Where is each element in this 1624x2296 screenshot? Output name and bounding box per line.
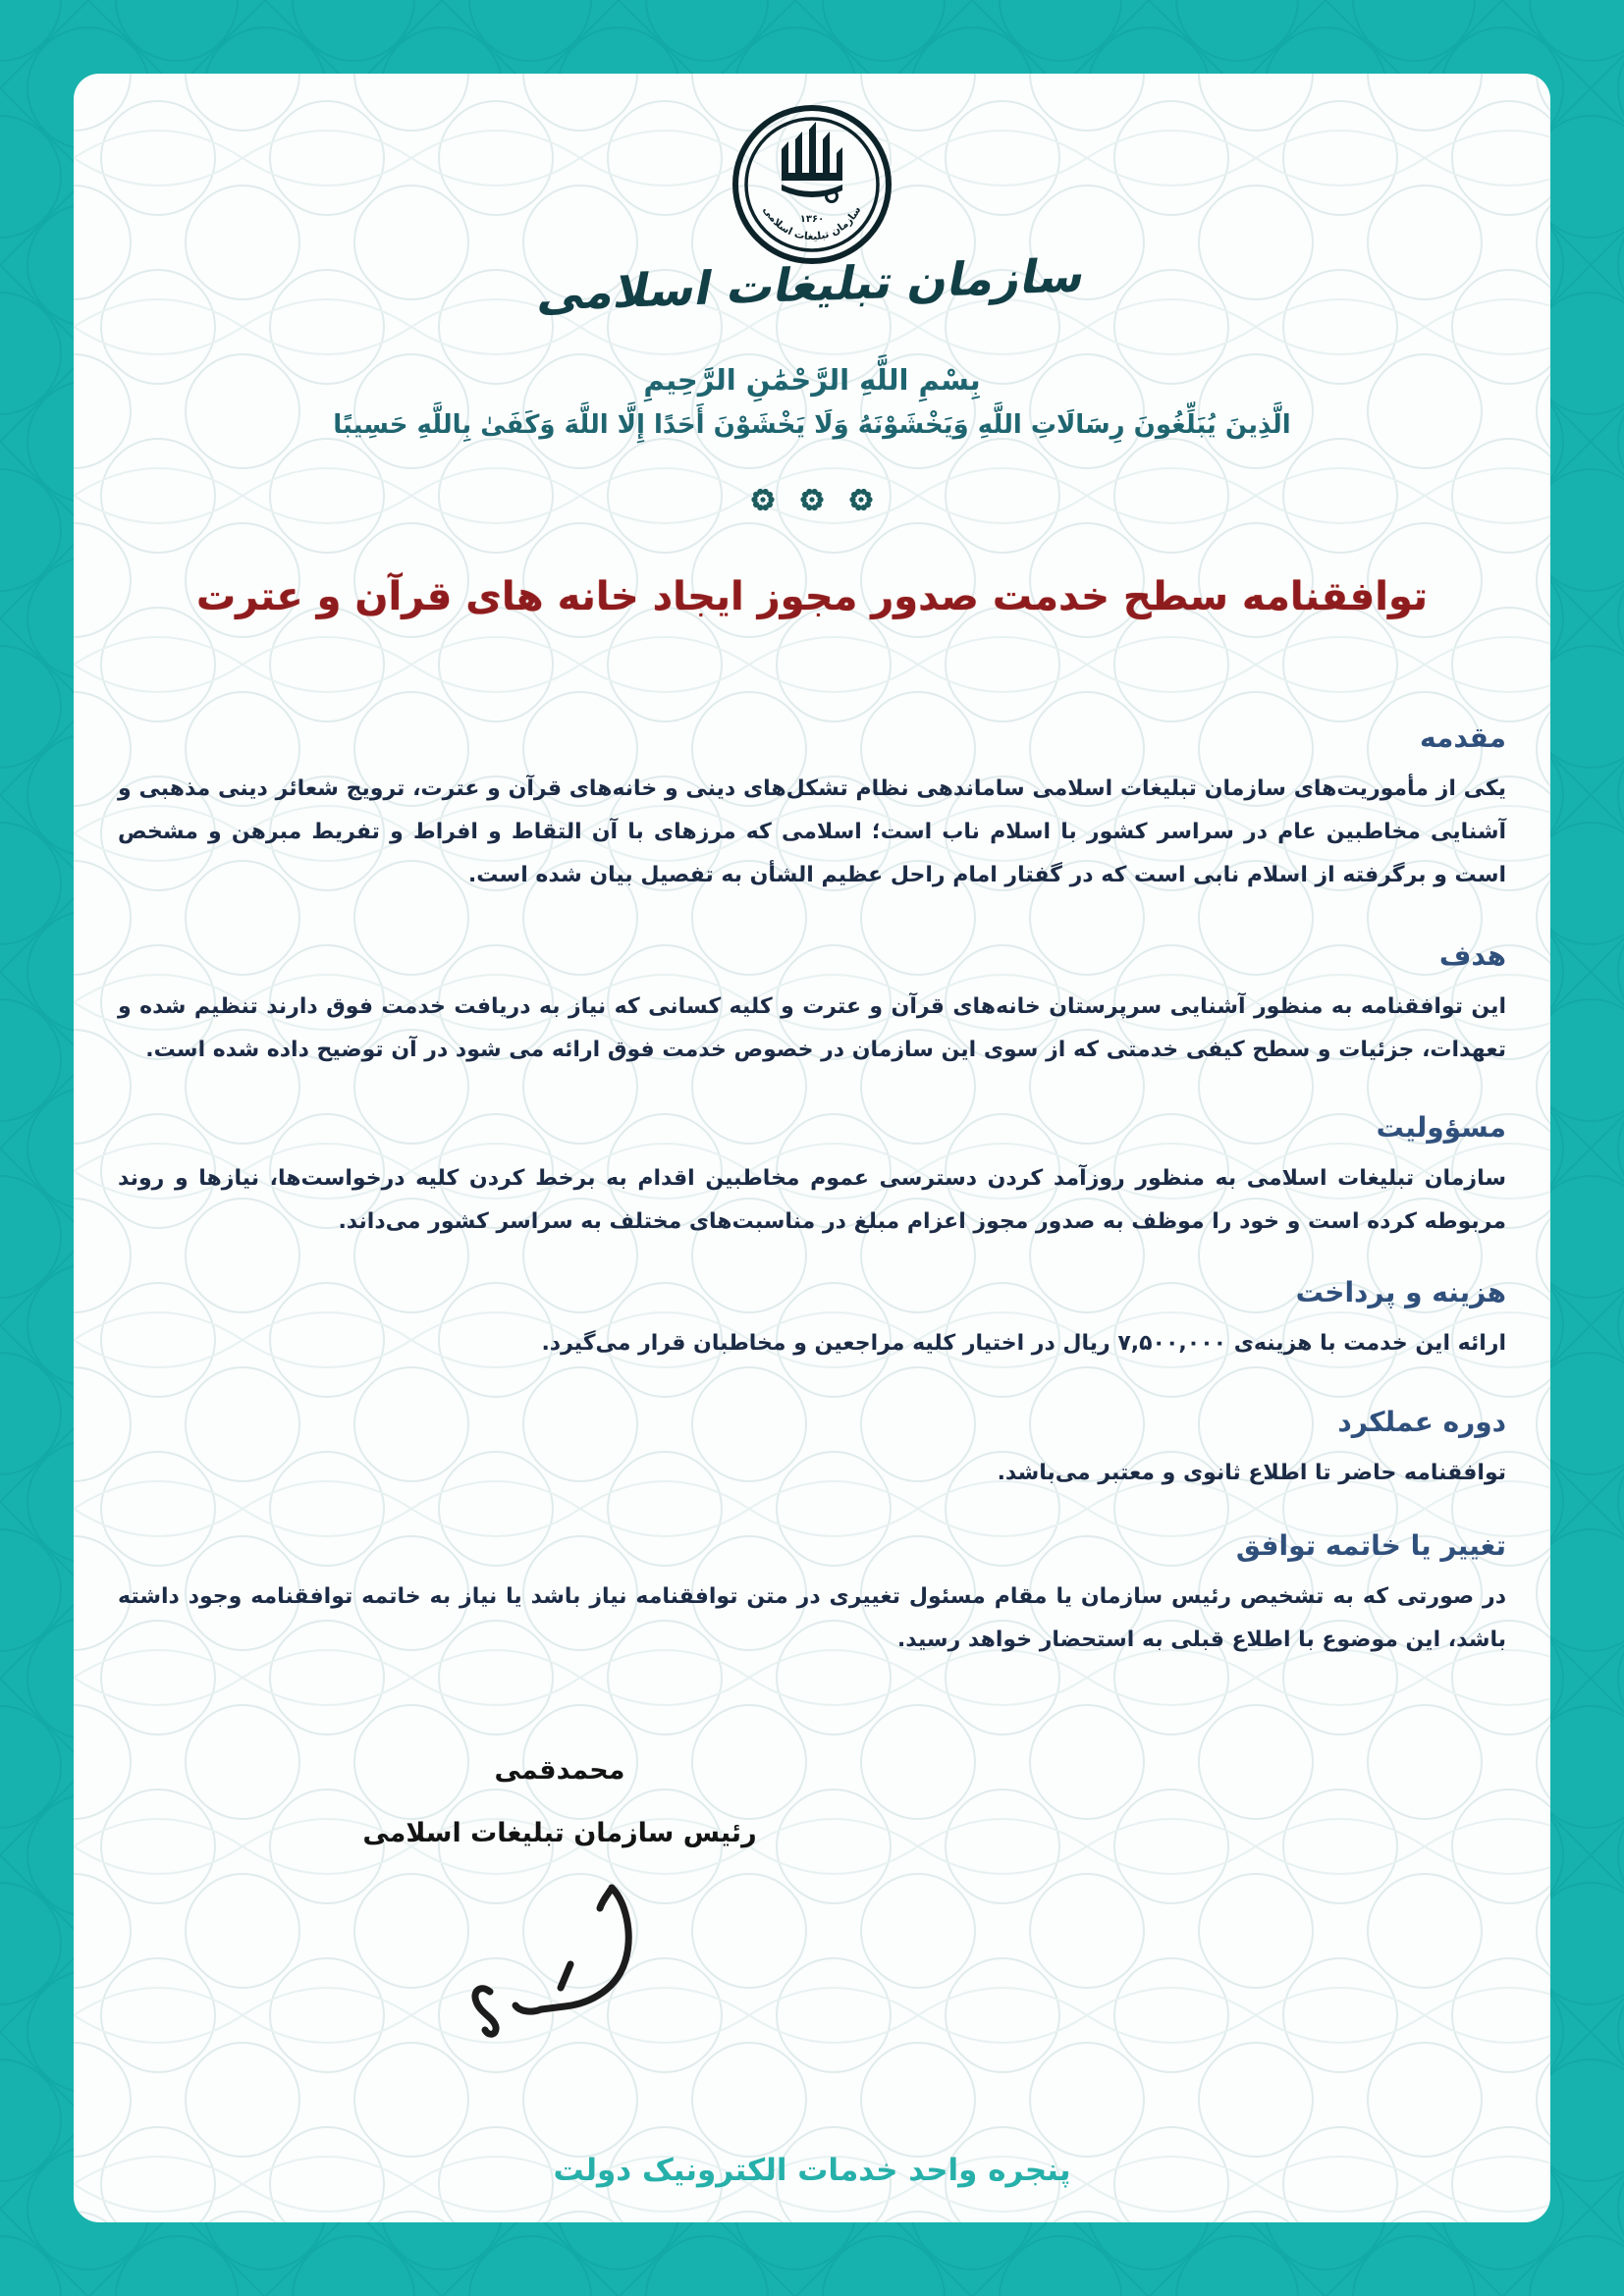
section-1 [118, 721, 1506, 897]
page-content [74, 74, 1550, 2222]
section-body: سازمان تبلیغات اسلامی به منظور روزآمد کردن دسترسی عموم مخاطبین اقدام به برخط کردن کلیه درخواست‌ها، نیازها و روند مربوطه کرده است و خود را موظف به صدور مجوز اعزام مبلغ در مناسبت‌های مختلف به سراسر کشور می‌داند. [118, 1166, 1506, 1234]
section-heading: مسؤولیت [1376, 1111, 1506, 1144]
logo-year: ۱۳۶۰ [799, 214, 825, 225]
section-body: در صورتی که به تشخیص رئیس سازمان یا مقام مسئول تغییری در متن توافقنامه نیاز باشد یا نیاز به خاتمه توافقنامه وجود داشته باشد، این موضوع با اطلاع قبلی به استحضار خواهد رسید. [118, 1584, 1506, 1652]
ornament-asterisks-icon [74, 482, 1550, 517]
signature-block [241, 1754, 879, 2052]
footer-text: پنجره واحد خدمات الکترونیک دولت [553, 2153, 1071, 2188]
section-heading: هزینه و پرداخت [1295, 1276, 1506, 1308]
section-2 [118, 939, 1506, 1072]
section-5 [118, 1406, 1506, 1495]
signer-name: محمدقمی [494, 1755, 625, 1786]
quran-verse: الَّذِينَ يُبَلِّغُونَ رِسَالَاتِ اللَّهِ وَيَخْشَوْنَهُ وَلَا يَخْشَوْنَ أَحَدًا إِلَّا اللَّهَ وَكَفَىٰ بِاللَّهِ حَسِيبًا [333, 410, 1291, 440]
section-body: یکی از مأموریت‌های سازمان تبلیغات اسلامی ساماندهی نظام تشکل‌های دینی و خانه‌های قرآن و عترت، ترویج شعائر دینی مذهبی و آشنایی مخاطبین عام در سراسر کشور با اسلام ناب است؛ اسلامی که مرزهای با آن التقاط و افراط و تفریط مبرهن و مشخص است و برگرفته از اسلام نابی است که در گفتار امام راحل عظیم الشأن به تفصیل بیان شده است. [118, 776, 1506, 887]
section-body: ارائه این خدمت با هزینه‌ی ۷,۵۰۰,۰۰۰ ریال در اختیار کلیه مراجعین و مخاطبان قرار می‌گیرد. [541, 1331, 1506, 1356]
signature-scribble [447, 1876, 673, 2048]
kufic-allah-mark [782, 122, 842, 202]
section-heading: تغییر یا خاتمه توافق [1235, 1529, 1506, 1562]
section-heading: دوره عملکرد [1337, 1406, 1506, 1438]
flower-asterisk-icons [733, 482, 891, 517]
section-4 [118, 1276, 1506, 1365]
section-body: این توافقنامه به منظور آشنایی سرپرستان خانه‌های قرآن و عترت و کلیه کسانی که نیاز به دریافت خدمت فوق دارند تنظیم شده و تعهدات، جزئیات و سطح کیفی خدمتی که از سوی این سازمان در خصوص خدمت فوق ارائه می شود در آن توضیح داده شده است. [118, 994, 1506, 1062]
section-6 [118, 1529, 1506, 1662]
section-body: توافقنامه حاضر تا اطلاع ثانوی و معتبر می‌باشد. [997, 1461, 1506, 1485]
logo-ring-text: سازمان تبلیغات اسلامی [760, 204, 864, 243]
page-title: توافقنامه سطح خدمت صدور مجوز ایجاد خانه های قرآن و عترت [195, 574, 1429, 619]
section-heading: مقدمه [1420, 721, 1506, 754]
section-heading: هدف [1438, 939, 1506, 972]
signer-role: رئیس سازمان تبلیغات اسلامی [362, 1818, 757, 1848]
org-emblem-icon [729, 101, 895, 268]
section-3 [118, 1111, 1506, 1244]
document-page [74, 74, 1550, 2222]
org-calligraphy: سازمان تبلیغات اسلامی [533, 248, 1091, 322]
bismillah-line: بِسْمِ اللَّهِ الرَّحْمَٰنِ الرَّحِيمِ [643, 363, 981, 397]
